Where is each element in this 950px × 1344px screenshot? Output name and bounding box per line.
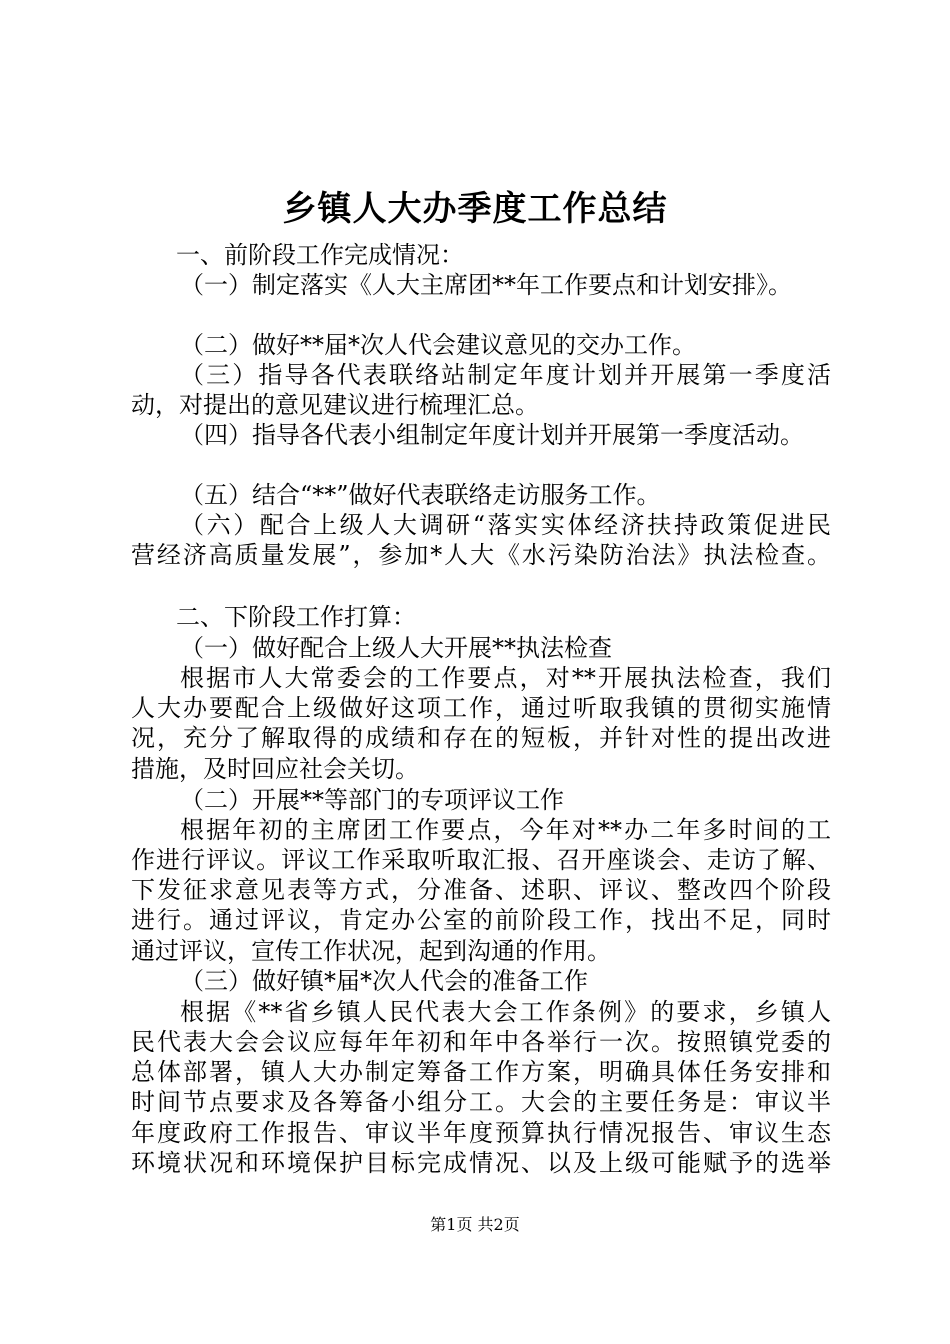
- paragraph-line: （二）做好**届*次人代会建议意见的交办工作。: [180, 331, 696, 359]
- paragraph-line: （六）配合上级人大调研“落实实体经济扶持政策促进民: [180, 511, 831, 539]
- paragraph-line: （一）制定落实《人大主席团**年工作要点和计划安排》。: [180, 271, 792, 299]
- paragraph-line: 根据年初的主席团工作要点，今年对**办二年多时间的工: [180, 816, 831, 844]
- paragraph-line: 况，充分了解取得的成绩和存在的短板，并针对性的提出改进: [131, 724, 831, 752]
- paragraph-line: 动，对提出的意见建议进行梳理汇总。: [131, 391, 539, 419]
- paragraph-line: 根据《**省乡镇人民代表大会工作条例》的要求，乡镇人: [180, 998, 831, 1026]
- paragraph-line: （三）指导各代表联络站制定年度计划并开展第一季度活: [180, 361, 831, 389]
- section-heading: 二、下阶段工作打算：: [176, 603, 416, 631]
- paragraph-line: 年度政府工作报告、审议半年度预算执行情况报告、审议生态: [131, 1119, 831, 1147]
- paragraph-line: 作进行评议。评议工作采取听取汇报、召开座谈会、走访了解、: [131, 846, 831, 874]
- section-heading: 一、前阶段工作完成情况：: [176, 241, 464, 269]
- paragraph-line: 根据市人大常委会的工作要点，对**开展执法检查，我们: [180, 664, 831, 692]
- paragraph-line: 进行。通过评议，肯定办公室的前阶段工作，找出不足，同时: [131, 906, 831, 934]
- document-title: 乡镇人大办季度工作总结: [282, 189, 668, 229]
- subsection-heading: （一）做好配合上级人大开展**执法检查: [180, 634, 612, 662]
- paragraph-line: 营经济高质量发展”，参加*人大《水污染防治法》执法检查。: [131, 541, 831, 569]
- paragraph-line: 环境状况和环境保护目标完成情况、以及上级可能赋予的选举: [131, 1149, 831, 1177]
- paragraph-line: 措施，及时回应社会关切。: [131, 755, 419, 783]
- page-footer: 第1页 共2页: [430, 1215, 520, 1234]
- paragraph-line: 时间节点要求及各筹备小组分工。大会的主要任务是：审议半: [131, 1088, 831, 1116]
- paragraph-line: 通过评议，宣传工作状况，起到沟通的作用。: [131, 937, 611, 965]
- paragraph-line: （五）结合“**”做好代表联络走访服务工作。: [180, 481, 661, 509]
- subsection-heading: （三）做好镇*届*次人代会的准备工作: [180, 967, 588, 995]
- paragraph-line: 人大办要配合上级做好这项工作，通过听取我镇的贯彻实施情: [131, 694, 831, 722]
- paragraph-line: 民代表大会会议应每年年初和年中各举行一次。按照镇党委的: [131, 1028, 831, 1056]
- paragraph-line: （四）指导各代表小组制定年度计划并开展第一季度活动。: [180, 421, 804, 449]
- paragraph-line: 总体部署，镇人大办制定筹备工作方案，明确具体任务安排和: [131, 1058, 831, 1086]
- paragraph-line: 下发征求意见表等方式，分准备、述职、评议、整改四个阶段: [131, 876, 831, 904]
- subsection-heading: （二）开展**等部门的专项评议工作: [180, 786, 564, 814]
